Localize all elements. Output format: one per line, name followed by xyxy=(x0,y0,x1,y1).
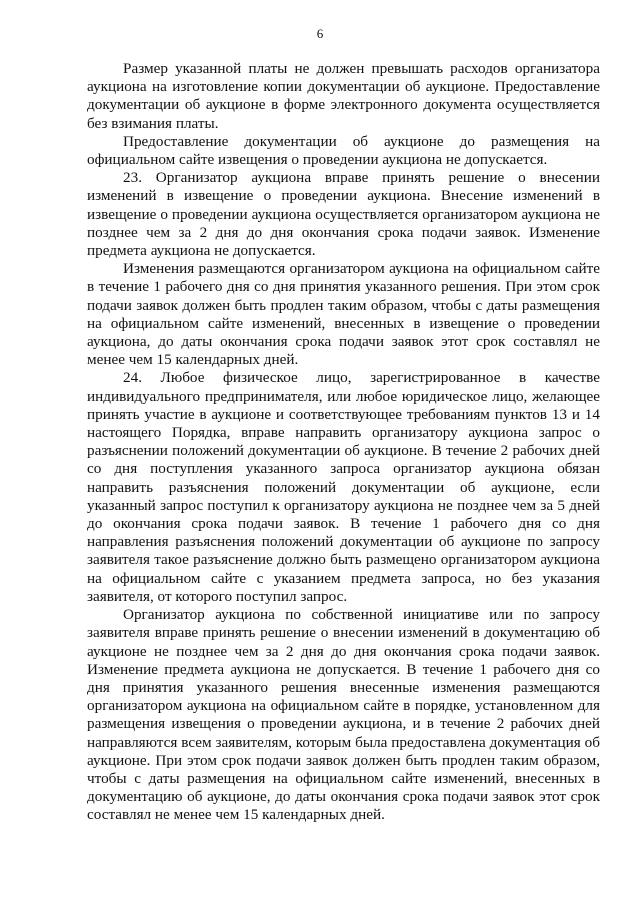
document-body xyxy=(87,60,600,825)
paragraph-fee-limit: Размер указанной платы не должен превышать расходов организатора аукциона на изготовление копии документации об аукционе. Предоставление документации об аукционе в форме электронного документа осуществляется без взимания платы. xyxy=(87,60,600,132)
paragraph-documentation-changes: Организатор аукциона по собственной инициативе или по запросу заявителя вправе принять решение о внесении изменений в документацию об аукционе не позднее чем за 2 дня до дня окончания срока подачи заявок. Изменение предмета аукциона не допускается. В течение 1 рабочего дня со дня принятия указанного решения внесенные изменения размещаются организатором аукциона на официальном сайте в порядке, установленном для размещения извещения о проведении аукциона, и в течение 2 рабочих дней направляются всем заявителям, которым была предоставлена документация об аукционе. При этом срок подачи заявок должен быть продлен таким образом, чтобы с даты размещения на официальном сайте изменений, внесенных в документацию об аукционе, до даты окончания срока подачи заявок этот срок составлял не менее чем 15 календарных дней. xyxy=(87,606,600,824)
paragraph-item-23: 23. Организатор аукциона вправе принять решение о внесении изменений в извещение о проведении аукциона. Внесение изменений в извещение о проведении аукциона осуществляется организатором аукциона не позднее чем за 2 дня до дня окончания срока подачи заявок. Изменение предмета аукциона не допускается. xyxy=(87,169,600,260)
paragraph-publication-restriction: Предоставление документации об аукционе до размещения на официальном сайте извещения о проведении аукциона не допускается. xyxy=(87,132,600,169)
paragraph-item-24: 24. Любое физическое лицо, зарегистрированное в качестве индивидуального предпринимателя, или любое юридическое лицо, желающее принять участие в аукционе и соответствующее требованиям пунктов 13 и 14 настоящего Порядка, вправе направить организатору аукциона запрос о разъяснении положений документации об аукционе. В течение 2 рабочих дней со дня поступления указанного запроса организатор аукциона обязан направить разъяснения положений документации об аукционе, если указанный запрос поступил к организатору аукциона не позднее чем за 5 дней до окончания срока подачи заявок. В течение 1 рабочего дня со дня направления разъяснения положений документации об аукционе по запросу заявителя такое разъяснение должно быть размещено организатором аукциона на официальном сайте с указанием предмета запроса, но без указания заявителя, от которого поступил запрос. xyxy=(87,369,600,605)
paragraph-changes-publication: Изменения размещаются организатором аукциона на официальном сайте в течение 1 рабочего дня со дня принятия указанного решения. При этом срок подачи заявок должен быть продлен таким образом, чтобы с даты размещения на официальном сайте изменений, внесенных в извещение о проведении аукциона, до даты окончания срока подачи заявок этот срок составлял не менее чем 15 календарных дней. xyxy=(87,260,600,369)
page-number: 6 xyxy=(316,26,324,41)
